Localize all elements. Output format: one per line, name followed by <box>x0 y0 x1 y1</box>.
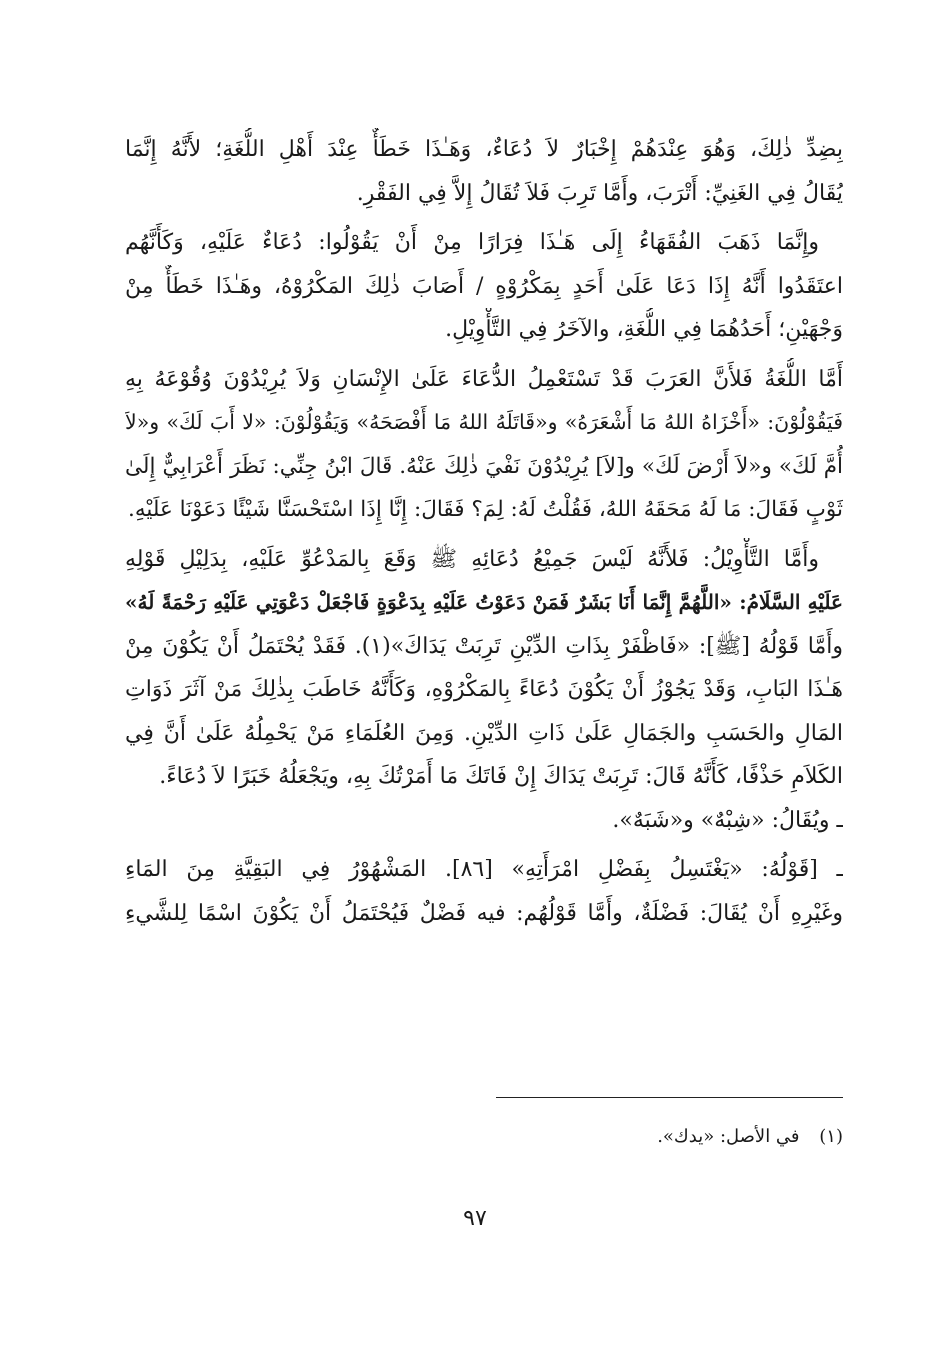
page-number: ٩٧ <box>463 1206 487 1231</box>
text-line: هَـٰذَا البَابِ، وَقَدْ يَجُوْزُ أَنْ يَكُوْنَ دُعَاءً بِالمَكْرُوْهِ، وَكَأَنَّهُ خَاطَبَ بِذٰلِكَ مَنْ آثَرَ ذَوَاتِ <box>125 677 843 702</box>
text-line: وغَيْرِهِ أَنْ يُقَالَ: فَضْلَةٌ، وأَمَّا قَوْلُهُم: فيه فَضْلٌ فَيُحْتَمَلُ أَنْ يَكُوْنَ اسْمًا لِلشَّيءِ <box>125 900 843 926</box>
text-line: وَجْهَيْنِ؛ أَحَدُهُمَا فِي اللُّغَةِ، والآخَرُ فِي التَّأْوِيْلِ. <box>445 317 843 342</box>
paragraph <box>125 358 843 532</box>
footnote-text: في الأصل: «يدك». <box>657 1126 800 1147</box>
text-line: وأَمَّا التَّأْوِيْلُ: فَلأَنَّهُ لَيْسَ جَمِيْعُ دُعَائِهِ ﷺ وَقَعَ بِالمَدْعُوِّ عَلَيْهِ، بِدَلِيْلِ قَوْلِهِ <box>125 546 819 572</box>
text-line: أَمَّا اللُّغَةُ فَلأَنَّ العَرَبَ قَدْ تَسْتَعْمِلُ الدُّعَاءَ عَلَىٰ الإِنْسَانِ وَلاَ يُرِيْدُوْنَ وُقُوْعَهُ بِهِ <box>125 366 843 392</box>
text-line: وأَمَّا قَوْلُهُ [ﷺ]: «فَاظْفَرْ بِذَاتِ الدِّيْنِ تَرِبَتْ يَدَاكَ»(١). فَقَدْ يُحْتَمَلُ أَنْ يَكُوْنَ مِنْ <box>125 633 843 659</box>
paragraph <box>125 799 843 843</box>
text-line: ـ ويُقَالُ: «شِبْهٌ» و«شَبَهٌ». <box>612 807 843 833</box>
paragraph <box>125 848 843 935</box>
paragraph <box>125 221 843 352</box>
footnote-divider <box>496 1097 843 1098</box>
text-line: المَالِ والحَسَبِ والجَمَالِ عَلَىٰ ذَاتِ الدِّيْنِ. وَمِنَ العُلَمَاءِ مَنْ يَحْمِلُهُ عَلَىٰ أَنَّ فِي <box>125 720 843 746</box>
text-line: عَلَيْهِ السَّلَامُ: «اللَّهُمَّ إِنَّمَا أَنَا بَشَرٌ فَمَنْ دَعَوْتُ عَلَيْهِ بِدَعْوَةٍ فَاجْعَلْ دَعْوَتِي عَلَيْهِ رَحْمَةً لَهُ» <box>125 590 843 614</box>
text-line: أُمَّ لَكَ» و«لاَ أَرْضَ لَكَ» و[لاَ] يُرِيْدُوْنَ نَفْيَ ذٰلِكَ عَنْهُ. قَالَ ابْنُ جِنِّي: نَظَرَ أَعْرَابِيٌّ إِلَىٰ <box>125 453 843 479</box>
footnote-number: (١) <box>819 1126 843 1147</box>
text-line: بِضِدِّ ذٰلِكَ، وَهُوَ عِنْدَهُمْ إِخْبَارٌ لاَ دُعَاءٌ، وَهَـٰذَا خَطَأٌ عِنْدَ أَهْلِ اللُّغَةِ؛ لأَنَّهُ إِنَّمَا <box>125 137 843 162</box>
text-line: يُقَالُ فِي الغَنِيِّ: أَتْرَبَ، وأَمَّا تَرِبَ فَلاَ تُقَالُ إِلاَّ فِي الفَقْرِ. <box>356 180 843 206</box>
main-text <box>125 128 843 935</box>
text-line: ـ [قَوْلُهُ: «يَغْتَسِلُ بِفَضْلِ امْرَأَتِهِ» [٨٦]. المَشْهُوْرُ فِي البَقِيَّةِ مِنَ المَاءِ <box>125 857 843 882</box>
text-line: ثَوْبٍ فَقَالَ: مَا لَهُ مَحَقَهُ اللهُ، فَقُلْتُ لَهُ: لِمَ؟ فَقَالَ: إِنَّا إِذَا اسْتَحْسَنَّا شَيْئًا دَعَوْنَا عَلَيْهِ. <box>128 497 843 522</box>
text-line: وإِنَّمَا ذَهَبَ الفُقَهَاءُ إِلَى هَـٰذَا فِرَارًا مِنْ أَنْ يَقُوْلُوا: دُعَاءٌ عَلَيْهِ، وَكَأَنَّهُم <box>125 230 819 255</box>
paragraph <box>125 538 843 799</box>
footnote <box>500 1123 843 1151</box>
text-line: فَيَقُوْلُوْنَ: «أَخْزَاهُ اللهُ مَا أَشْعَرَهُ» و«قَاتَلَهُ اللهُ مَا أَفْصَحَهُ» وَيَقُوْلُوْنَ: «لا أَبَ لَكَ» و«لاَ <box>125 410 843 434</box>
text-line: الكَلاَمِ حَذْفًا، كَأَنَّهُ قَالَ: تَرِبَتْ يَدَاكَ إِنْ فَاتَكَ مَا أَمَرْتُكَ بِهِ، ويَجْعَلُهُ خَبَرًا لاَ دُعَاءً. <box>159 764 843 789</box>
text-line: اعتَقَدُوا أَنَّهُ إِذَا دَعَا عَلَىٰ أَحَدٍ بِمَكْرُوْهٍ / أَصَابَ ذٰلِكَ المَكْرُوْهُ، وهَـٰذَا خَطَأٌ مِنْ <box>125 273 843 299</box>
paragraph <box>125 128 843 215</box>
